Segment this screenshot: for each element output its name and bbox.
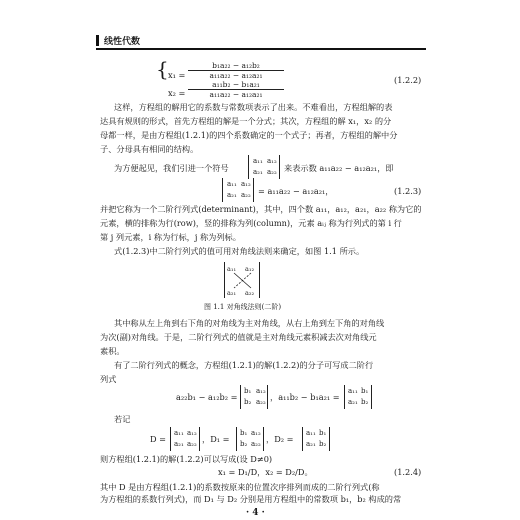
determinant-symbol: a₁₁ a₁₂ a₂₁ a₂₂: [248, 155, 280, 179]
solution-formula: x₁ = D₁/D，x₂ = D₂/D。: [218, 467, 313, 477]
paragraph-line: 则方程组(1.2.1)的解(1.2.2)可以写成(设 D≠0): [100, 454, 273, 464]
paragraph-line: 为方程组的系数行列式)，而 D₁ 与 D₂ 分别是用方程组中的常数项 b₁，b₂ 构成的常: [100, 494, 402, 504]
paragraph-line: 为次(副)对角线。于是，二阶行列式的值就是主对角线元素积减去次对角线元: [100, 332, 377, 342]
determinant-b1: b₁ a₁₂ b₂ a₂₂: [240, 385, 268, 409]
header-title: 线性代数: [104, 37, 141, 47]
paragraph-line: 元素，横的排称为行(row)，竖的排称为列(column)，元素 aᵢⱼ 称为行列式的第 i 行: [100, 218, 402, 228]
numerator-expr-2: ，a₁₁b₂ − b₁a₂₁ =: [270, 392, 340, 402]
x2-label: x₂ =: [168, 88, 186, 98]
paragraph-line: 若记: [114, 414, 131, 424]
diagonal-rule-figure: a₁₁ a₁₂ a₂₁ a₂₂: [224, 262, 260, 298]
paragraph-line: 有了二阶行列式的概念，方程组(1.2.1)的解(1.2.2)的分子可写成二阶行: [114, 360, 374, 370]
paragraph-line: 式(1.2.3)中二阶行列式的值可用对角线法则来确定，如图 1.1 所示。: [114, 246, 365, 256]
determinant-value: = a₁₁a₂₂ − a₁₂a₂₁，: [258, 186, 334, 196]
paragraph-line: 其中 D 是由方程组(1.2.1)的系数按原来的位置次序排列而成的二阶行列式(称: [100, 482, 380, 492]
page-number: · 4 ·: [246, 508, 265, 518]
paragraph-line: 其中称从左上角到右下角的对角线为主对角线，从右上角到左下角的对角线: [114, 318, 385, 328]
determinant-D1: b₁ a₁₂ b₂ a₂₂: [236, 427, 264, 451]
paragraph-line: 来表示数 a₁₁a₂₂ − a₁₂a₂₁，即: [284, 163, 394, 173]
running-header: [96, 34, 426, 50]
determinant-D2: a₁₁ b₁ a₂₁ b₂: [302, 427, 330, 451]
paragraph-line: 这样，方程组的解用它的系数与常数项表示了出来。不难看出，方程组解的表: [114, 102, 393, 112]
header-mark: [96, 35, 99, 46]
paragraph-line: 为方便起见，我们引进一个符号: [114, 163, 229, 173]
determinant-definition: a₁₁ a₁₂ a₂₁ a₂₂: [222, 178, 254, 202]
equation-number: (1.2.3): [394, 186, 422, 196]
paragraph-line: 列式: [100, 374, 117, 384]
equation-number: (1.2.2): [394, 75, 422, 85]
paragraph-line: 达具有规则的形式，首先方程组的解是一个分式；其次，方程组的解 x₁，x₂ 的分: [100, 116, 392, 126]
determinant-b2: a₁₁ b₁ a₂₁ b₂: [344, 385, 372, 409]
x2-fraction: $\frac{\text{a₁₁b₂ − b₁a₂₁}}{\text{a₁₁a₂₂ − a₁₂a₂₁}}$: [188, 80, 284, 99]
figure-caption: 图 1.1 对角线法则(二阶): [204, 303, 282, 311]
D2-label: ，D₂ =: [266, 434, 294, 444]
x1-label: x₁ =: [168, 70, 186, 80]
D-label: D =: [150, 434, 167, 444]
paragraph-line: 并把它称为一个二阶行列式(determinant)，其中，四个数 a₁₁，a₁₂，a₂₁，a₂₂ 称为它的: [100, 204, 422, 214]
paragraph-line: 第 j 列元素，i 称为行标，j 称为列标。: [100, 232, 241, 242]
determinant-D: a₁₁ a₁₂ a₂₁ a₂₂: [170, 427, 200, 451]
paragraph-line: 母都一样，是由方程组(1.2.1)的四个系数确定的一个式子；再者，方程组的解中分: [100, 130, 398, 140]
x1-fraction: $\frac{\text{b₁a₂₂ − a₁₂b₂}}{\text{a₁₁a₂₂ − a₁₂a₂₁}}$: [188, 61, 284, 80]
brace: {: [156, 57, 169, 81]
paragraph-line: 子、分母具有相同的结构。: [100, 144, 199, 154]
numerator-expr-1: a₂₂b₁ − a₁₂b₂ =: [176, 392, 238, 402]
paragraph-line: 素积。: [100, 346, 125, 356]
D1-label: ，D₁ =: [202, 434, 230, 444]
equation-number: (1.2.4): [394, 467, 422, 477]
